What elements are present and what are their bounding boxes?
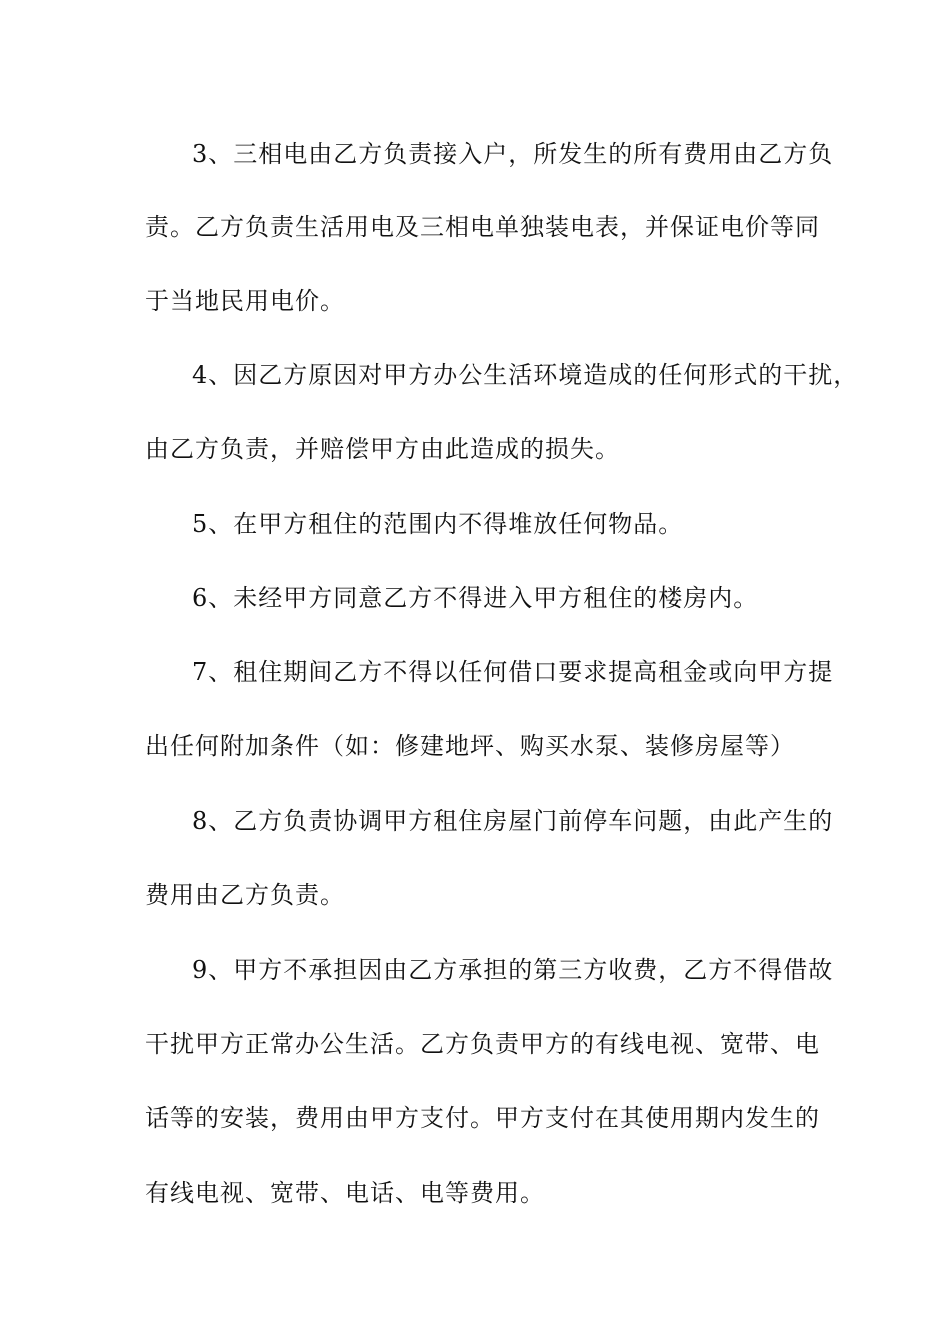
clause-3-line-1: 3、三相电由乙方负责接入户，所发生的所有费用由乙方负: [192, 140, 834, 168]
clause-5-line-1: 5、在甲方租住的范围内不得堆放任何物品。: [192, 510, 684, 538]
clause-4-line-2: 由乙方负责，并赔偿甲方由此造成的损失。: [145, 435, 620, 463]
clause-8-line-2: 费用由乙方负责。: [145, 881, 345, 909]
clause-8-line-1: 8、乙方负责协调甲方租住房屋门前停车问题，由此产生的: [192, 807, 834, 835]
clause-9-line-1: 9、甲方不承担因由乙方承担的第三方收费，乙方不得借故: [192, 956, 834, 984]
clause-6-line-1: 6、未经甲方同意乙方不得进入甲方租住的楼房内。: [192, 584, 759, 612]
clause-9-line-3: 话等的安装，费用由甲方支付。甲方支付在其使用期内发生的: [145, 1104, 820, 1132]
clause-4-line-1: 4、因乙方原因对甲方办公生活环境造成的任何形式的干扰，: [192, 361, 859, 389]
clause-7-line-2: 出任何附加条件（如：修建地坪、购买水泵、装修房屋等）: [145, 732, 795, 760]
clause-9-line-2: 干扰甲方正常办公生活。乙方负责甲方的有线电视、宽带、电: [145, 1030, 820, 1058]
clause-3-line-2: 责。乙方负责生活用电及三相电单独装电表，并保证电价等同: [145, 213, 820, 241]
clause-3-line-3: 于当地民用电价。: [145, 287, 345, 315]
clause-7-line-1: 7、租住期间乙方不得以任何借口要求提高租金或向甲方提: [192, 658, 834, 686]
clause-9-line-4: 有线电视、宽带、电话、电等费用。: [145, 1179, 545, 1207]
